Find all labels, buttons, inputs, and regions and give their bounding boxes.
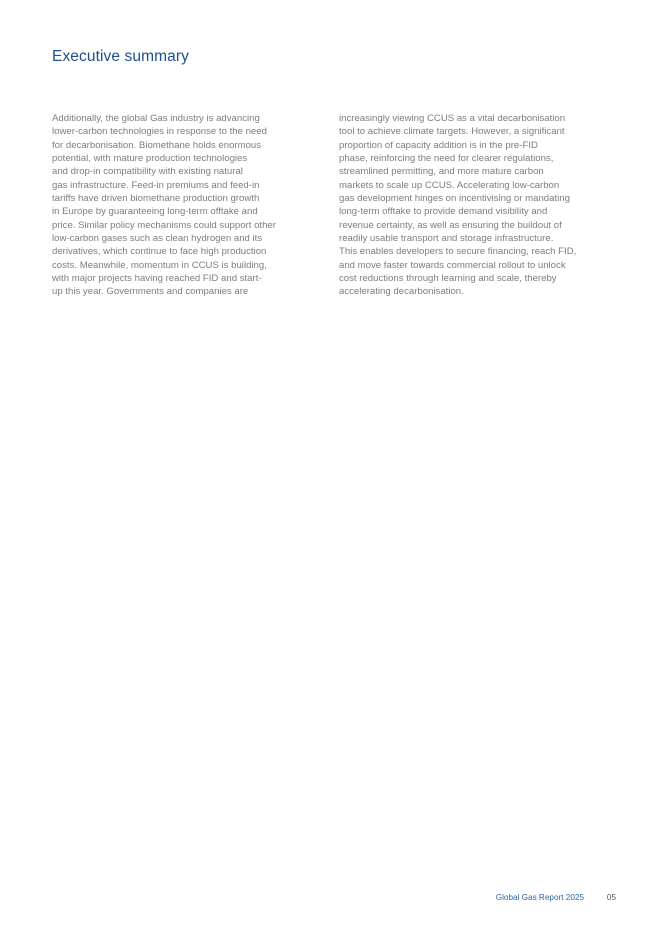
body-text-line: markets to scale up CCUS. Accelerating low-carbon [339,179,560,191]
body-text-line: gas infrastructure. Feed-in premiums and feed-in [52,179,260,191]
footer-report-title: Global Gas Report 2025 [495,893,584,902]
body-text-line: potential, with mature production technologies [52,153,248,165]
body-text-line: Additionally, the global Gas industry is advancing [52,113,260,124]
body-text-line: in Europe by guaranteeing long-term offtake and [52,206,258,218]
body-text-line: low-carbon gases such as clean hydrogen and its [52,233,263,245]
body-text-line: long-term offtake to provide demand visibility and [339,206,548,218]
body-text-line: up this year. Governments and companies are [52,286,249,298]
body-text-line: accelerating decarbonisation. [339,286,464,298]
body-text-line: with major projects having reached FID and start- [52,273,262,285]
body-text-line: lower-carbon technologies in response to the need [52,126,267,138]
body-text-line: revenue certainty, as well as ensuring the buildout of [339,219,562,231]
body-column-right [339,112,607,299]
body-text-line: derivatives, which continue to face high production [52,246,267,258]
body-text-line: price. Similar policy mechanisms could support other [52,219,276,231]
body-text-line: tool to achieve climate targets. However, a significant [339,126,565,138]
body-text-line: and drop-in compatibility with existing natural [52,166,243,178]
page-title: Executive summary [52,48,189,65]
body-text-line: streamlined permitting, and more mature carbon [339,166,544,178]
body-text-line: This enables developers to secure financing, reach FID, [339,246,577,258]
body-text-line: gas development hinges on incentivising or mandating [339,193,570,205]
body-text-line: for decarbonisation. Biomethane holds enormous [52,139,262,151]
body-text-line: costs. Meanwhile, momentum in CCUS is building, [52,259,267,271]
body-text-line: tariffs have driven biomethane production growth [52,193,260,205]
footer-page-number: 05 [606,893,616,902]
body-column-left [52,112,320,299]
body-text-line: cost reductions through learning and scale, thereby [339,273,557,285]
body-text-line: readily usable transport and storage infrastructure. [339,233,554,245]
body-text-line: phase, reinforcing the need for clearer regulations, [339,153,554,165]
body-text-line: increasingly viewing CCUS as a vital decarbonisation [339,113,566,124]
body-text-line: proportion of capacity addition is in the pre-FID [339,139,538,151]
body-text-line: and move faster towards commercial rollout to unlock [339,259,566,271]
